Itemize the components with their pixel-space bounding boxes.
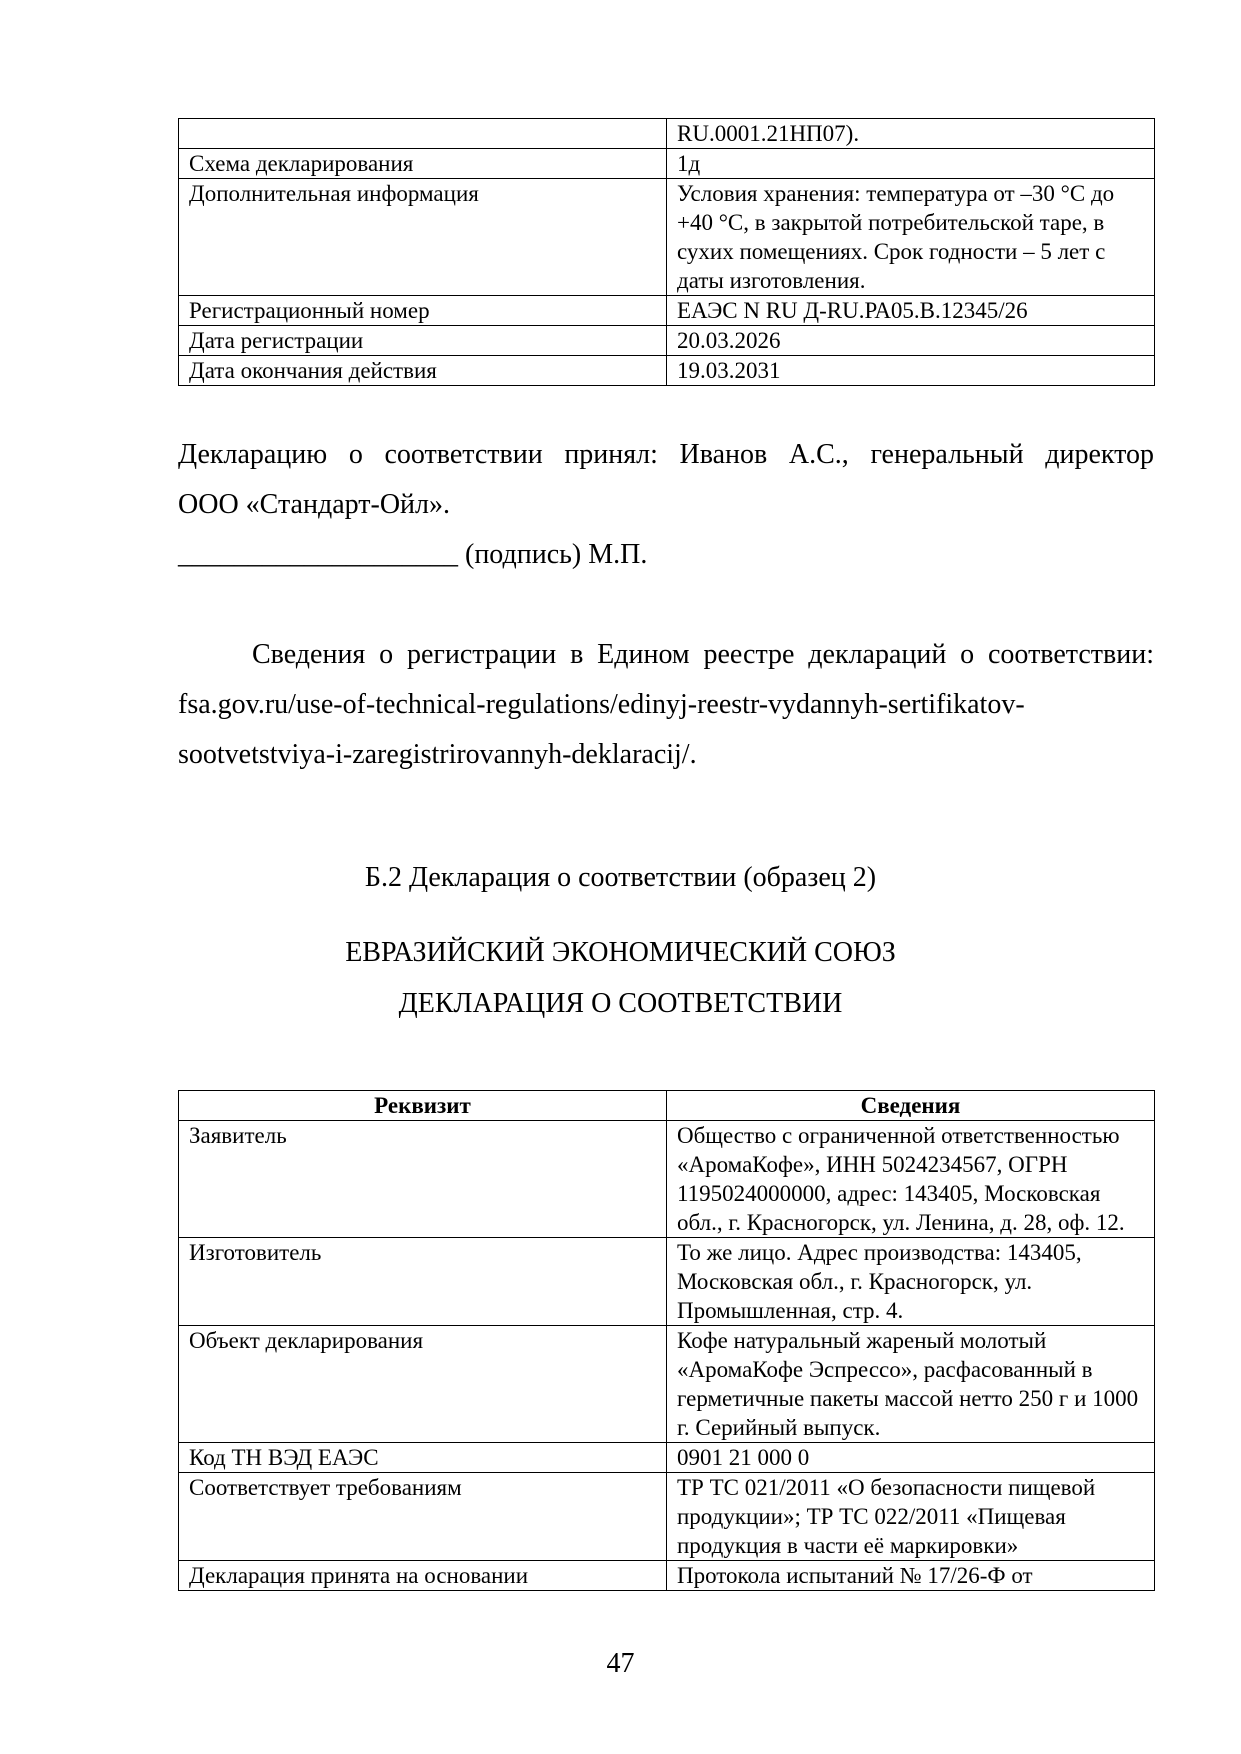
row-value: Кофе натуральный жареный молотый «АромаКофе Эспрессо», расфасованный в герметичные пакеты массой нетто 250 г и 1000 г. Серийный выпуск.	[667, 1326, 1155, 1443]
registry-info-text: Сведения о регистрации в Едином реестре деклараций о соответствии:	[252, 639, 1154, 670]
row-label: Код ТН ВЭД ЕАЭС	[179, 1443, 667, 1473]
table-row	[179, 1473, 1155, 1561]
header-details: Сведения	[667, 1091, 1155, 1121]
row-label	[179, 119, 667, 149]
table-row	[179, 1443, 1155, 1473]
row-label: Дополнительная информация	[179, 179, 667, 296]
row-label: Заявитель	[179, 1121, 667, 1238]
row-value: Общество с ограниченной ответственностью «АромаКофе», ИНН 5024234567, ОГРН 1195024000000, адрес: 143405, Московская обл., г. Красногорск, ул. Ленина, д. 28, оф. 12.	[667, 1121, 1155, 1238]
table-row	[179, 296, 1155, 326]
row-value: Условия хранения: температура от –30 °С до +40 °С, в закрытой потребительской таре, в сухих помещениях. Срок годности – 5 лет с даты изготовления.	[667, 179, 1155, 296]
table-row	[179, 356, 1155, 386]
union-title: ЕВРАЗИЙСКИЙ ЭКОНОМИЧЕСКИЙ СОЮЗ	[345, 937, 896, 968]
declaration-company-line: ООО «Стандарт-Ойл».	[178, 489, 451, 520]
row-label: Декларация принята на основании	[179, 1561, 667, 1591]
row-label: Объект декларирования	[179, 1326, 667, 1443]
row-value: То же лицо. Адрес производства: 143405, Московская обл., г. Красногорск, ул. Промышленная, стр. 4.	[667, 1238, 1155, 1326]
row-value: RU.0001.21НП07).	[667, 119, 1155, 149]
row-label: Соответствует требованиям	[179, 1473, 667, 1561]
registry-info-line	[178, 630, 1154, 680]
row-value: 1д	[667, 149, 1155, 179]
table-row	[179, 326, 1155, 356]
table-row	[179, 1238, 1155, 1326]
row-label: Дата окончания действия	[179, 356, 667, 386]
document-title: ДЕКЛАРАЦИЯ О СООТВЕТСТВИИ	[398, 988, 843, 1019]
table-row	[179, 119, 1155, 149]
declaration-table	[178, 1090, 1155, 1591]
header-requisite: Реквизит	[179, 1091, 667, 1121]
table-row	[179, 1326, 1155, 1443]
row-value: 20.03.2026	[667, 326, 1155, 356]
row-label: Дата регистрации	[179, 326, 667, 356]
table-row	[179, 179, 1155, 296]
row-value: 19.03.2031	[667, 356, 1155, 386]
page-number: 47	[606, 1648, 635, 1679]
row-label: Схема декларирования	[179, 149, 667, 179]
table-row	[179, 1121, 1155, 1238]
registry-url-line-end: sootvetstviya-i-zaregistrirovannyh-deklaracij/.	[178, 739, 697, 770]
section-title: Б.2 Декларация о соответствии (образец 2)	[364, 862, 877, 893]
table-row	[179, 1561, 1155, 1591]
registry-url-line: fsa.gov.ru/use-of-technical-regulations/edinyj-reestr-vydannyh-sertifikatov-	[178, 689, 1025, 720]
row-value: ЕАЭС N RU Д-RU.РА05.В.12345/26	[667, 296, 1155, 326]
declaration-accepted-line: Декларацию о соответствии принял: Иванов А.С., генеральный директор	[178, 439, 1154, 470]
row-value: 0901 21 000 0	[667, 1443, 1155, 1473]
table-row	[179, 149, 1155, 179]
row-value: Протокола испытаний № 17/26-Ф от	[667, 1561, 1155, 1591]
table-header-row	[179, 1091, 1155, 1121]
row-label: Изготовитель	[179, 1238, 667, 1326]
signature-line: ____________________ (подпись) М.П.	[178, 539, 648, 570]
row-value: ТР ТС 021/2011 «О безопасности пищевой продукции»; ТР ТС 022/2011 «Пищевая продукция в части её маркировки»	[667, 1473, 1155, 1561]
row-label: Регистрационный номер	[179, 296, 667, 326]
declaration-continued-table	[178, 118, 1155, 386]
